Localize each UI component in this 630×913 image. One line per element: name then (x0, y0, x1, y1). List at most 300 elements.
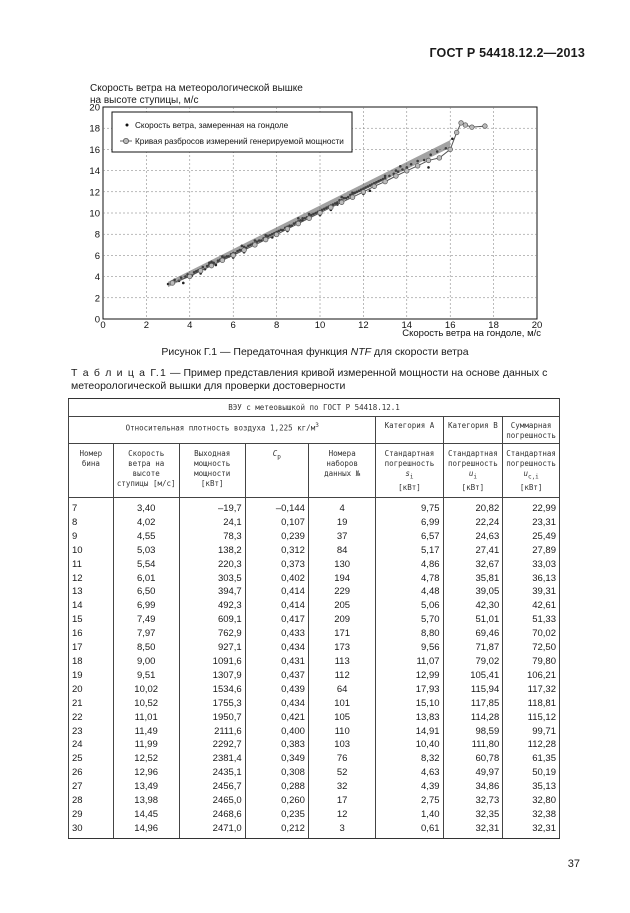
table-cell: 0,373 (245, 558, 308, 572)
table-cell: 303,5 (179, 572, 245, 586)
table-cell: 118,81 (503, 697, 560, 711)
table-cell: 114,28 (443, 711, 503, 725)
table-cell: 0,383 (245, 738, 308, 752)
table-cell: 0,308 (245, 766, 308, 780)
table-row (69, 585, 560, 599)
table-row (69, 641, 560, 655)
table-cell: 8,80 (376, 627, 443, 641)
binned-curve-point (483, 124, 488, 129)
binned-curve-point (296, 221, 301, 226)
cp-symbol: C (272, 449, 278, 458)
scatter-point (427, 166, 430, 169)
table-cell: 9,51 (113, 669, 179, 683)
table-cell: 78,3 (179, 530, 245, 544)
table-cell: 8,32 (376, 752, 443, 766)
table-cell: 117,85 (443, 697, 503, 711)
table-cell: 6,99 (113, 599, 179, 613)
binned-curve-point (285, 227, 290, 232)
x-tick-label: 12 (358, 320, 369, 331)
y-tick-label: 8 (94, 229, 100, 241)
table-cell: 32,38 (503, 808, 560, 822)
table-cell: 21 (69, 697, 114, 711)
figure-caption-prefix: Рисунок Г.1 — Передаточная функция (161, 346, 351, 358)
table-row (69, 669, 560, 683)
y-tick-label: 20 (89, 102, 100, 114)
power-curve-table (68, 398, 560, 839)
table-cell: 19 (308, 516, 376, 530)
binned-curve-point (198, 268, 203, 273)
table-cell: 3 (308, 822, 376, 838)
table-cell: 1950,7 (179, 711, 245, 725)
table-row (69, 655, 560, 669)
table-row (69, 558, 560, 572)
table-cell: 27,41 (443, 544, 503, 558)
table-cell: 110 (308, 725, 376, 739)
std-u-symbol: u (468, 469, 474, 478)
y-tick-label: 18 (89, 123, 100, 135)
table-cell: 12,99 (376, 669, 443, 683)
density-sup: 3 (315, 422, 319, 429)
table-cell: 4,02 (113, 516, 179, 530)
table-cell: 35,81 (443, 572, 503, 586)
table-cell: 101 (308, 697, 376, 711)
table-row (69, 794, 560, 808)
table-cell: –0,144 (245, 502, 308, 516)
table-cell: 1755,3 (179, 697, 245, 711)
y-tick-label: 16 (89, 144, 100, 156)
table-cell: 23 (69, 725, 114, 739)
table-cell: 52 (308, 766, 376, 780)
std-s-symbol: s (405, 469, 410, 478)
table-cell: 171 (308, 627, 376, 641)
total-uncertainty-header: Суммарная погрешность (503, 417, 560, 444)
scatter-point (451, 138, 454, 141)
table-cell: 8 (69, 516, 114, 530)
table-title: ВЭУ с метеовышкой по ГОСТ Р 54418.12.1 (69, 399, 560, 417)
table-caption-text: — Пример представления кривой измеренной мощности на основе данных с метеорологической вышки для проверки достоверности (71, 367, 548, 392)
table-cell: 8,50 (113, 641, 179, 655)
binned-curve-point (405, 169, 410, 174)
table-cell: 32,73 (443, 794, 503, 808)
table-cell: 103 (308, 738, 376, 752)
table-cell: 0,433 (245, 627, 308, 641)
table-cell: 32,31 (443, 822, 503, 838)
table-cell: 51,33 (503, 613, 560, 627)
category-b-header: Категория В (443, 417, 503, 444)
table-row (69, 683, 560, 697)
table-cell: 9,75 (376, 502, 443, 516)
y-tick-label: 4 (94, 272, 100, 284)
table-cell: 205 (308, 599, 376, 613)
table-cell: 98,59 (443, 725, 503, 739)
table-row (69, 725, 560, 739)
table-cell: 2381,4 (179, 752, 245, 766)
binned-curve-point (274, 232, 279, 237)
table-caption-label: Т а б л и ц а Г.1 (71, 367, 168, 379)
x-tick-label: 20 (531, 320, 543, 331)
table-cell: 79,80 (503, 655, 560, 669)
chart-x-axis-label: Скорость ветра на гондоле, м/с (402, 328, 541, 339)
table-row (69, 780, 560, 794)
table-cell: 11,07 (376, 655, 443, 669)
table-cell: 2111,6 (179, 725, 245, 739)
table-cell: 13,98 (113, 794, 179, 808)
table-cell: 79,02 (443, 655, 503, 669)
scatter-point (369, 189, 372, 192)
x-tick-label: 2 (143, 320, 150, 331)
binned-curve-point (329, 205, 334, 210)
x-tick-label: 0 (100, 320, 106, 331)
table-cell: 10,52 (113, 697, 179, 711)
table-cell: 9,00 (113, 655, 179, 669)
table-cell: 34,86 (443, 780, 503, 794)
table-cell: 60,78 (443, 752, 503, 766)
table-cell: 22 (69, 711, 114, 725)
table-cell: 42,61 (503, 599, 560, 613)
table-cell: 42,30 (443, 599, 503, 613)
table-cell: 25,49 (503, 530, 560, 544)
table-cell: 39,05 (443, 585, 503, 599)
table-cell: 37 (308, 530, 376, 544)
table-cell: 10,02 (113, 683, 179, 697)
table-cell: 194 (308, 572, 376, 586)
table-cell: 72,50 (503, 641, 560, 655)
table-cell: 6,01 (113, 572, 179, 586)
x-tick-label: 8 (273, 320, 280, 331)
table-cell: 0,260 (245, 794, 308, 808)
table-cell: 11 (69, 558, 114, 572)
table-cell: 762,9 (179, 627, 245, 641)
table-cell: 27,89 (503, 544, 560, 558)
binned-curve-point (459, 121, 464, 126)
col-cp (245, 444, 308, 498)
table-cell: 113 (308, 655, 376, 669)
binned-curve-point (188, 274, 193, 279)
table-cell: 0,107 (245, 516, 308, 530)
table-cell: 0,421 (245, 711, 308, 725)
table-cell: 220,3 (179, 558, 245, 572)
table-row (69, 599, 560, 613)
table-cell: 0,288 (245, 780, 308, 794)
x-tick-label: 14 (401, 320, 413, 331)
table-row (69, 627, 560, 641)
y-tick-label: 2 (94, 293, 100, 305)
table-cell: 117,32 (503, 683, 560, 697)
x-tick-label: 10 (314, 320, 326, 331)
binned-curve-point (383, 179, 388, 184)
binned-curve-point (415, 164, 420, 169)
table-cell: 0,434 (245, 641, 308, 655)
table-cell: 32,80 (503, 794, 560, 808)
table-row (69, 613, 560, 627)
chart-y-axis-label-line2: на высоте ступицы, м/с (90, 94, 199, 106)
table-cell: 1307,9 (179, 669, 245, 683)
table-cell: 22,24 (443, 516, 503, 530)
table-cell: 0,235 (245, 808, 308, 822)
table-cell: –19,7 (179, 502, 245, 516)
table-cell: 173 (308, 641, 376, 655)
table-row (69, 697, 560, 711)
combined-symbol-wrap (506, 469, 556, 483)
table-cell: 69,46 (443, 627, 503, 641)
table-row (69, 766, 560, 780)
table-cell: 84 (308, 544, 376, 558)
table-row (69, 752, 560, 766)
table-cell: 35,13 (503, 780, 560, 794)
table-cell: 10 (69, 544, 114, 558)
std-u-sub: i (473, 473, 477, 481)
table-cell: 14,91 (376, 725, 443, 739)
scatter-point (182, 282, 185, 285)
y-tick-label: 12 (89, 187, 100, 199)
table-cell: 1534,6 (179, 683, 245, 697)
table-cell: 7,97 (113, 627, 179, 641)
table-cell: 13,49 (113, 780, 179, 794)
table-cell: 9 (69, 530, 114, 544)
table-cell: 0,414 (245, 585, 308, 599)
table-cell: 22,99 (503, 502, 560, 516)
table-cell: 5,17 (376, 544, 443, 558)
table-cell: 36,13 (503, 572, 560, 586)
binned-curve-point (372, 184, 377, 189)
binned-curve-point (394, 174, 399, 179)
chart-legend (112, 112, 352, 152)
table-cell: 17 (308, 794, 376, 808)
table-row (69, 530, 560, 544)
table-cell: 5,03 (113, 544, 179, 558)
table-cell: 39,31 (503, 585, 560, 599)
chart-y-axis-label-line1: Скорость ветра на метеорологической вышке (90, 83, 303, 94)
table-cell: 0,437 (245, 669, 308, 683)
std-s-symbol-wrap (379, 469, 439, 483)
table-cell: 18 (69, 655, 114, 669)
cp-sub: p (277, 453, 281, 461)
std-s-label: Стандартная погрешность (384, 449, 435, 468)
table-cell: 14,96 (113, 822, 179, 838)
std-s-unit: [кВт] (398, 482, 421, 492)
table-cell: 28 (69, 794, 114, 808)
table-cell: 2435,1 (179, 766, 245, 780)
table-cell: 4,55 (113, 530, 179, 544)
x-tick-label: 6 (230, 320, 236, 331)
table-cell: 24,1 (179, 516, 245, 530)
table-cell: 5,06 (376, 599, 443, 613)
density-header (69, 417, 376, 444)
binned-curve-point (253, 243, 258, 248)
table-cell: 51,01 (443, 613, 503, 627)
table-cell: 0,439 (245, 683, 308, 697)
table-cell: 20,82 (443, 502, 503, 516)
table-cell: 0,212 (245, 822, 308, 838)
col-output-power: Выходная мощность мощности [кВт] (179, 444, 245, 498)
table-cell: 19 (69, 669, 114, 683)
binned-curve-point (350, 195, 355, 200)
col-std-u (443, 444, 503, 498)
table-cell: 112,28 (503, 738, 560, 752)
table-cell: 0,61 (376, 822, 443, 838)
table-cell: 6,50 (113, 585, 179, 599)
table-cell: 32 (308, 780, 376, 794)
col-combined (503, 444, 560, 498)
table-cell: 13 (69, 585, 114, 599)
table-cell: 0,239 (245, 530, 308, 544)
std-u-label: Стандартная погрешность (448, 449, 498, 468)
table-row (69, 822, 560, 838)
table-cell: 2468,6 (179, 808, 245, 822)
table-cell: 10,40 (376, 738, 443, 752)
table-cell: 6,99 (376, 516, 443, 530)
table-cell: 0,312 (245, 544, 308, 558)
binned-curve-point (426, 158, 431, 163)
page-number: 37 (567, 858, 580, 870)
binned-curve-point (231, 253, 236, 258)
wind-speed-chart (0, 0, 630, 345)
table-cell: 5,70 (376, 613, 443, 627)
table-cell: 32,31 (503, 822, 560, 838)
combined-unit: [кВт] (519, 482, 543, 492)
table-cell: 4,63 (376, 766, 443, 780)
document-code: ГОСТ Р 54418.12.2—2013 (429, 46, 585, 60)
table-cell: 111,80 (443, 738, 503, 752)
table-cell: 32,67 (443, 558, 503, 572)
x-tick-label: 16 (444, 320, 456, 331)
table-cell: 64 (308, 683, 376, 697)
figure-caption-italic: NTF (350, 346, 372, 358)
table-cell: 17 (69, 641, 114, 655)
x-tick-label: 18 (488, 320, 499, 331)
table-cell: 5,54 (113, 558, 179, 572)
table-cell: 115,94 (443, 683, 503, 697)
table-cell: 112 (308, 669, 376, 683)
table-cell: 25 (69, 752, 114, 766)
col-std-s (376, 444, 443, 498)
binned-curve-point (220, 258, 225, 263)
table-cell: 0,400 (245, 725, 308, 739)
binned-curve-point (454, 130, 459, 135)
binned-curve-point (339, 200, 344, 205)
table-cell: 492,3 (179, 599, 245, 613)
table-cell: 30 (69, 822, 114, 838)
binned-curve-point (170, 281, 175, 286)
table-cell: 17,93 (376, 683, 443, 697)
table-cell: 0,434 (245, 697, 308, 711)
table-cell: 0,417 (245, 613, 308, 627)
binned-curve-point (263, 237, 268, 242)
table-cell: 61,35 (503, 752, 560, 766)
binned-curve-point (470, 125, 475, 130)
table-cell: 11,49 (113, 725, 179, 739)
table-cell: 11,99 (113, 738, 179, 752)
combined-symbol: u (523, 469, 528, 478)
std-s-sub: i (409, 473, 414, 481)
table-row (69, 516, 560, 530)
y-tick-label: 6 (94, 250, 100, 262)
table-cell: 209 (308, 613, 376, 627)
table-cell: 15 (69, 613, 114, 627)
table-cell: 229 (308, 585, 376, 599)
table-cell: 6,57 (376, 530, 443, 544)
binned-curve-point (209, 263, 214, 268)
table-cell: 4,39 (376, 780, 443, 794)
table-cell: 1091,6 (179, 655, 245, 669)
table-cell: 23,31 (503, 516, 560, 530)
table-cell: 4,86 (376, 558, 443, 572)
table-cell: 0,349 (245, 752, 308, 766)
table-cell: 12,96 (113, 766, 179, 780)
table-cell: 26 (69, 766, 114, 780)
legend-label-measured: Скорость ветра, замеренная на гондоле (135, 121, 289, 130)
table-cell: 2465,0 (179, 794, 245, 808)
table-cell: 4,48 (376, 585, 443, 599)
table-cell: 15,10 (376, 697, 443, 711)
table-cell: 609,1 (179, 613, 245, 627)
table-row (69, 711, 560, 725)
col-wind-speed: Скорость ветра на высоте ступицы [м/с] (113, 444, 179, 498)
table-cell: 2,75 (376, 794, 443, 808)
table-cell: 70,02 (503, 627, 560, 641)
table-row (69, 572, 560, 586)
table-cell: 2471,0 (179, 822, 245, 838)
binned-curve-point (463, 123, 468, 128)
table-cell: 12 (308, 808, 376, 822)
table-cell: 105 (308, 711, 376, 725)
std-u-unit: [кВт] (461, 482, 485, 492)
table-cell: 106,21 (503, 669, 560, 683)
std-u-symbol-wrap (447, 469, 500, 483)
table-cell: 49,97 (443, 766, 503, 780)
table-cell: 50,19 (503, 766, 560, 780)
table-cell: 0,402 (245, 572, 308, 586)
table-cell: 71,87 (443, 641, 503, 655)
figure-caption-suffix: для скорости ветра (371, 346, 469, 358)
table-cell: 4,78 (376, 572, 443, 586)
table-cell: 4 (308, 502, 376, 516)
category-a-header: Категория А (376, 417, 443, 444)
table-row (69, 544, 560, 558)
table-cell: 33,03 (503, 558, 560, 572)
table-cell: 9,56 (376, 641, 443, 655)
table-cell: 394,7 (179, 585, 245, 599)
table-cell: 7 (69, 502, 114, 516)
table-cell: 0,431 (245, 655, 308, 669)
table-cell: 24 (69, 738, 114, 752)
table-cell: 20 (69, 683, 114, 697)
table-cell: 14 (69, 599, 114, 613)
legend-label-binned: Кривая разбросов измерений генерируемой мощности (135, 137, 344, 146)
col-bin-number: Номер бина (69, 444, 114, 498)
binned-curve-point (437, 156, 442, 161)
col-datasets: Номера наборов данных № (308, 444, 376, 498)
binned-curve-point (448, 147, 453, 152)
binned-curve-point (242, 248, 247, 253)
legend-marker-measured (126, 124, 129, 127)
table-cell: 12 (69, 572, 114, 586)
legend-marker-binned (123, 138, 128, 143)
legend-box (112, 112, 352, 152)
y-tick-label: 0 (94, 314, 100, 326)
table-row (69, 738, 560, 752)
table-cell: 2292,7 (179, 738, 245, 752)
y-tick-label: 14 (89, 166, 100, 178)
table-cell: 27 (69, 780, 114, 794)
binned-curve-point (318, 210, 323, 215)
table-body (69, 502, 560, 838)
table-cell: 99,71 (503, 725, 560, 739)
table-cell: 115,12 (503, 711, 560, 725)
table-cell: 105,41 (443, 669, 503, 683)
table-cell: 29 (69, 808, 114, 822)
table-cell: 7,49 (113, 613, 179, 627)
